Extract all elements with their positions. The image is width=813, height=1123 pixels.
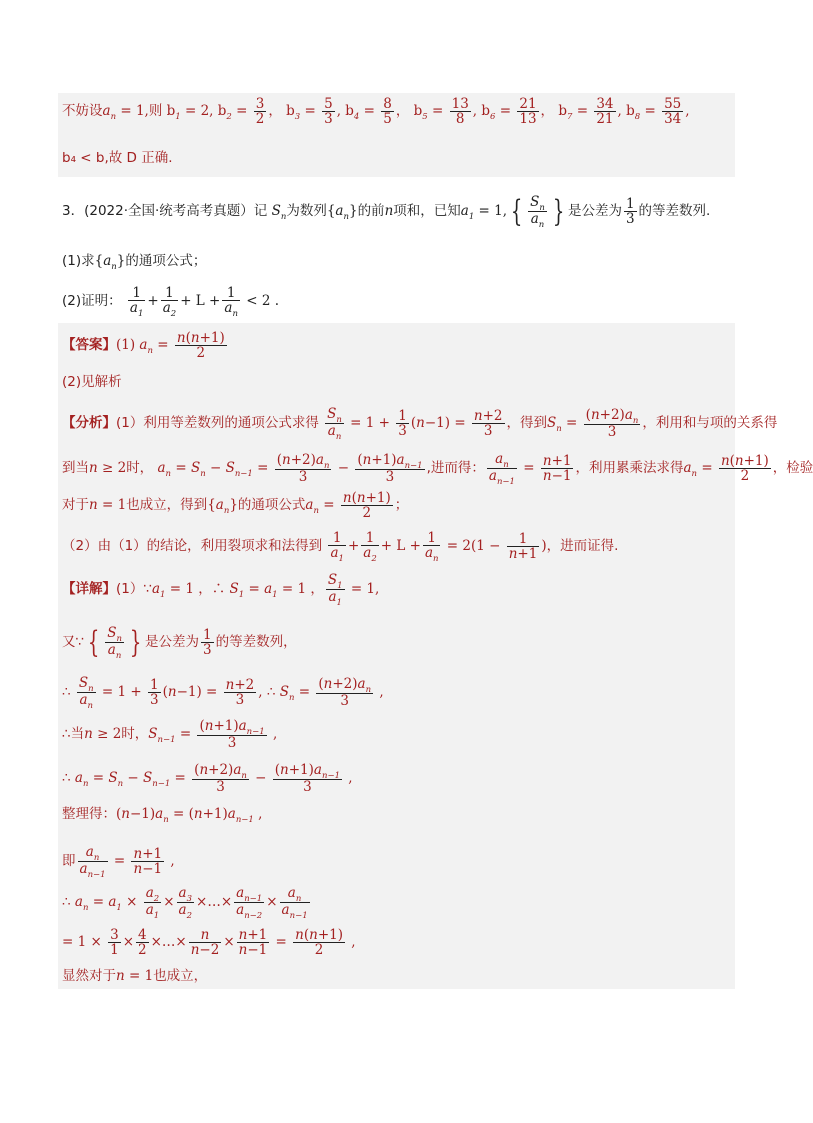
stem-text-5: 是公差为 — [567, 203, 622, 219]
analysis-line-2: 到当n ≥ 2时， $a_n = S_n - S_{n-1}$ = $\frac{(n+2)a_n}{3}$ − $\frac{(n+1)a_{n-1}}{3}$ ,进而得： $\frac{a_n}{a_{n-1}}$ = $\frac{n+1}{n-1}$ ，利用累乘法求得$a_n$ = $\frac{n(n+1)}{2}$ ，检验 — [62, 451, 813, 487]
analysis-text-9: 对于 — [62, 497, 89, 513]
analysis-text-4: 到当 — [62, 460, 89, 476]
detail-line-10: 显然对于n = 1也成立， — [62, 968, 208, 984]
answer-line: 【答案】(1) $a_n$ = $\frac{n(n+1)}{2}$ — [62, 330, 225, 361]
detail-tag: 【详解】 — [62, 581, 116, 597]
detail-line-7: 即 $\frac{a_n}{a_{n-1}}$ = $\frac{n+1}{n-1}$ , — [62, 844, 175, 880]
stem-text-4: 项和，已知 — [393, 203, 461, 219]
analysis-text-10: 也成立，得到 — [126, 497, 208, 513]
prev-line-1: 不妨设$a_n = 1$,则 $b_1 = 2$, $b_2$ = $\frac{3}{2}$ ， $b_3$ = $\frac{5}{3}$ , $b_4$ = $\frac{8}{5}$ ， $b_5$ = $\frac{13}{8}$ , $b_6$ = $\frac{21}{13}$ ， $b_7$ = $\frac{34}{21}$ , $b_8$ = $\frac{55}{34}$ , — [62, 96, 690, 127]
frac-b4: $\frac{8}{5}$ — [383, 96, 392, 127]
analysis-text-2: ，得到 — [506, 415, 548, 431]
frac-b3: $\frac{5}{3}$ — [324, 96, 333, 127]
detail-line-4: ∴当n ≥ 2时，$S_{n-1}$ = $\frac{(n+1)a_{n-1}}{3}$ , — [62, 718, 278, 751]
detail-line-5: ∴ $a_n = S_n - S_{n-1}$ = $\frac{(n+2)a_n}{3}$ − $\frac{(n+1)a_{n-1}}{3}$ , — [62, 762, 353, 795]
analysis-text-3: ，利用和与项的关系得 — [642, 415, 778, 431]
analysis-line-4: （2）由（1）的结论，利用裂项求和法得到 $\frac{1}{a_1}$ + $\frac{1}{a_2}$ + L + $\frac{1}{a_n}$ = 2(1 − $\frac{1}{n+1}$ )，进而证得. — [62, 530, 619, 564]
question-stem: 3．(2022·全国·统考高考真题）记 $S_n$为数列$\{a_n\}$的前n项和，已知$a_1 = 1$, { $\frac{S_n}{a_n}$ } 是公差为 $\frac{1}{3}$ 的等差数列. — [62, 193, 711, 230]
question-part-1: (1)求$\{a_n\}$的通项公式； — [62, 253, 207, 272]
frac-b8: $\frac{55}{34}$ — [664, 96, 682, 127]
analysis-line-3: 对于n = 1也成立，得到$\{a_n\}$的通项公式$a_n$ = $\frac{n(n+1)}{2}$ ； — [62, 490, 409, 521]
detail-text-9: 显然对于 — [62, 968, 116, 984]
question-part-2: (2)证明： $\frac{1}{a_1}$ + $\frac{1}{a_2}$ + L + $\frac{1}{a_n}$ < 2 . — [62, 285, 279, 319]
analysis-text-5: 时， — [126, 460, 154, 476]
part2-text: (2)证明： — [62, 293, 122, 309]
detail-line-1: 【详解】$(1)\because a_1 = 1$ ，∴ $S_1 = a_1 = 1$ ， $\frac{S_1}{a_1}$ = 1, — [62, 572, 380, 608]
part1-text: (1)求 — [62, 253, 95, 269]
analysis-text-1: (1）利用等差数列的通项公式求得 — [116, 415, 319, 431]
detail-text-3: 是公差为 — [145, 634, 200, 650]
stem-text-2: 为数列 — [286, 203, 327, 219]
frac-b6: $\frac{21}{13}$ — [519, 96, 537, 127]
detail-text-5: ∴当 — [62, 726, 85, 742]
frac-b2: $\frac{3}{2}$ — [255, 96, 265, 127]
detail-text-10: 也成立， — [153, 968, 208, 984]
prev-line-2: b₄ < b,故 D 正确. — [62, 150, 173, 166]
stem-text-3: 的前 — [357, 203, 385, 219]
analysis-line-1: 【分析】(1）利用等差数列的通项公式求得 $\frac{S_n}{a_n}$ = 1 + $\frac{1}{3}$ (n−1) = $\frac{n+2}{3}$ ，得到$S_n$ = $\frac{(n+2)a_n}{3}$ ，利用和与项的关系得 — [62, 406, 778, 442]
part2-end: < 2 . — [246, 293, 279, 309]
part1-end: 的通项公式； — [125, 253, 207, 269]
analysis-text-11: 的通项公式 — [237, 497, 306, 513]
answer-part-2: (2)见解析 — [62, 374, 122, 390]
detail-text-6: 时， — [121, 726, 149, 742]
detail-line-8: ∴ $a_n = a_1$ × $\frac{a_2}{a_1}$ × $\frac{a_3}{a_2}$ ×…× $\frac{a_{n-1}}{a_{n-2}}$ × $\frac{a_n}{a_{n-1}}$ — [62, 885, 308, 921]
detail-text-4: 的等差数列， — [215, 634, 297, 650]
detail-text-8: 即 — [62, 853, 76, 869]
analysis-text-12: （2）由（1）的结论，利用裂项求和法得到 — [62, 538, 323, 554]
answer-part1: (1) — [116, 337, 136, 353]
detail-line-6: 整理得：$(n-1)a_n = (n+1)a_{n-1}$ , — [62, 806, 263, 825]
detail-text-1: (1）∵ — [116, 581, 152, 597]
detail-text-7: 整理得： — [62, 806, 116, 822]
detail-line-3: ∴ $\frac{S_n}{a_n}$ = 1 + $\frac{1}{3}$ (n−1) = $\frac{n+2}{3}$ , ∴ $S_n$ = $\frac{(n+2)a_n}{3}$ , — [62, 675, 384, 711]
analysis-text-13: ，进而证得. — [546, 538, 619, 554]
detail-line-2: 又∵ { $\frac{S_n}{a_n}$ } 是公差为 $\frac{1}{3}$ 的等差数列， — [62, 624, 297, 661]
prev-text: 不妨设 — [62, 103, 103, 119]
frac-b5: $\frac{13}{8}$ — [451, 96, 469, 127]
analysis-text-7: ，利用累乘法求得 — [575, 460, 684, 476]
detail-line-9: = 1 × $\frac{3}{1}$ × $\frac{4}{2}$ ×…× $\frac{n}{n-2}$ × $\frac{n+1}{n-1}$ = $\frac{n(n+1)}{2}$ , — [62, 927, 356, 958]
frac-b7: $\frac{34}{21}$ — [596, 96, 614, 127]
stem-text-1: 3．(2022·全国·统考高考真题）记 — [62, 203, 268, 219]
analysis-text-6: ,进而得： — [426, 460, 485, 476]
detail-text-2: 又∵ — [62, 634, 85, 650]
analysis-tag: 【分析】 — [62, 415, 116, 431]
analysis-text-8: ，检验 — [772, 460, 813, 476]
stem-text-6: 的等差数列. — [638, 203, 711, 219]
answer-tag: 【答案】 — [62, 337, 116, 353]
